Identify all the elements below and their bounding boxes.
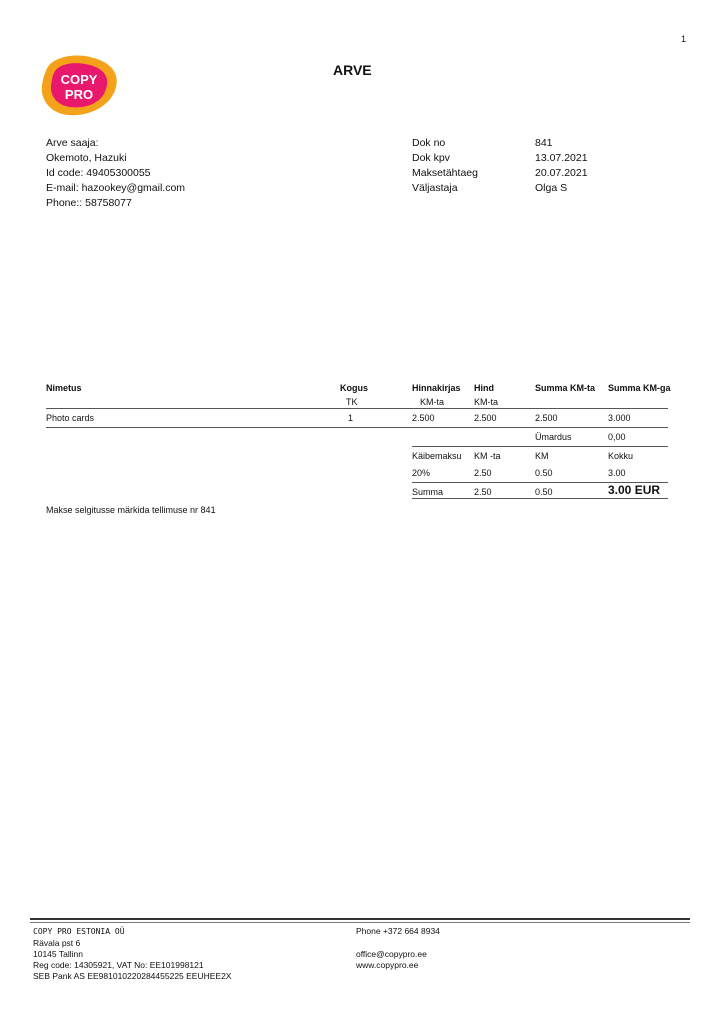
document-title: ARVE	[333, 62, 372, 78]
footer-email: office@copypro.ee	[356, 949, 427, 959]
copy-pro-logo	[38, 53, 120, 117]
summary-bottom-divider	[412, 498, 668, 499]
payment-note: Makse selgitusse märkida tellimuse nr 841	[46, 505, 216, 515]
table-row-divider	[46, 427, 668, 428]
item-price: 2.500	[474, 413, 497, 423]
summary-label: Summa	[412, 487, 444, 497]
issuer-label: Väljastaja	[412, 182, 458, 194]
rounding-divider	[412, 446, 668, 447]
due-date-label: Maksetähtaeg	[412, 167, 478, 179]
header-price: Hind	[474, 383, 494, 393]
doc-date-value: 13.07.2021	[535, 152, 588, 164]
issuer-value: Olga S	[535, 182, 568, 194]
vat-header-excl: KM -ta	[474, 451, 501, 461]
vat-excl: 2.50	[474, 468, 492, 478]
vat-header-vat: KM	[535, 451, 549, 461]
header-price-sub: KM-ta	[474, 397, 499, 407]
item-qty: 1	[348, 413, 354, 423]
summary-vat: 0.50	[535, 487, 553, 497]
logo-line2: PRO	[64, 87, 94, 102]
vat-amount: 0.50	[535, 468, 553, 478]
rounding-value: 0,00	[608, 432, 626, 442]
summary-total: 3.00 EUR	[608, 483, 661, 497]
recipient-name: Okemoto, Hazuki	[46, 152, 127, 164]
vat-total: 3.00	[608, 468, 626, 478]
header-list-price: Hinnakirjas	[412, 383, 461, 393]
rounding-label: Ümardus	[535, 432, 572, 442]
footer-address1: Rävala pst 6	[33, 938, 81, 948]
header-list-price-sub: KM-ta	[420, 397, 445, 407]
header-sum-incl: Summa KM-ga	[608, 383, 671, 393]
footer-reg: Reg code: 14305921, VAT No: EE101998121	[33, 960, 204, 970]
logo-line1: COPY	[60, 72, 98, 87]
doc-no-value: 841	[535, 137, 553, 149]
recipient-email: E-mail: hazookey@gmail.com	[46, 182, 186, 194]
summary-excl: 2.50	[474, 487, 492, 497]
header-name: Nimetus	[46, 383, 82, 393]
recipient-phone: Phone:: 58758077	[46, 197, 132, 209]
footer-divider-thin	[30, 922, 690, 923]
header-sum-excl: Summa KM-ta	[535, 383, 596, 393]
item-list-price: 2.500	[412, 413, 435, 423]
header-qty-unit: TK	[346, 397, 358, 407]
due-date-value: 20.07.2021	[535, 167, 588, 179]
recipient-id-code: Id code: 49405300055	[46, 167, 151, 179]
page-number: 1	[681, 34, 687, 44]
item-sum-incl: 3.000	[608, 413, 631, 423]
item-name: Photo cards	[46, 413, 95, 423]
footer-phone: Phone +372 664 8934	[356, 926, 440, 936]
footer-divider	[30, 918, 690, 920]
table-header-divider	[46, 408, 668, 409]
doc-no-label: Dok no	[412, 137, 446, 149]
header-qty: Kogus	[340, 383, 368, 393]
doc-date-label: Dok kpv	[412, 152, 450, 164]
item-sum-excl: 2.500	[535, 413, 558, 423]
footer-company: COPY PRO ESTONIA OÜ	[33, 927, 125, 936]
footer-bank: SEB Pank AS EE981010220284455225 EEUHEE2X	[33, 971, 232, 981]
vat-rate: 20%	[412, 468, 431, 478]
vat-header-total: Kokku	[608, 451, 634, 461]
footer-web: www.copypro.ee	[356, 960, 419, 970]
footer-address2: 10145 Tallinn	[33, 949, 83, 959]
vat-header-rate: Käibemaksu	[412, 451, 462, 461]
recipient-label: Arve saaja:	[46, 137, 99, 149]
